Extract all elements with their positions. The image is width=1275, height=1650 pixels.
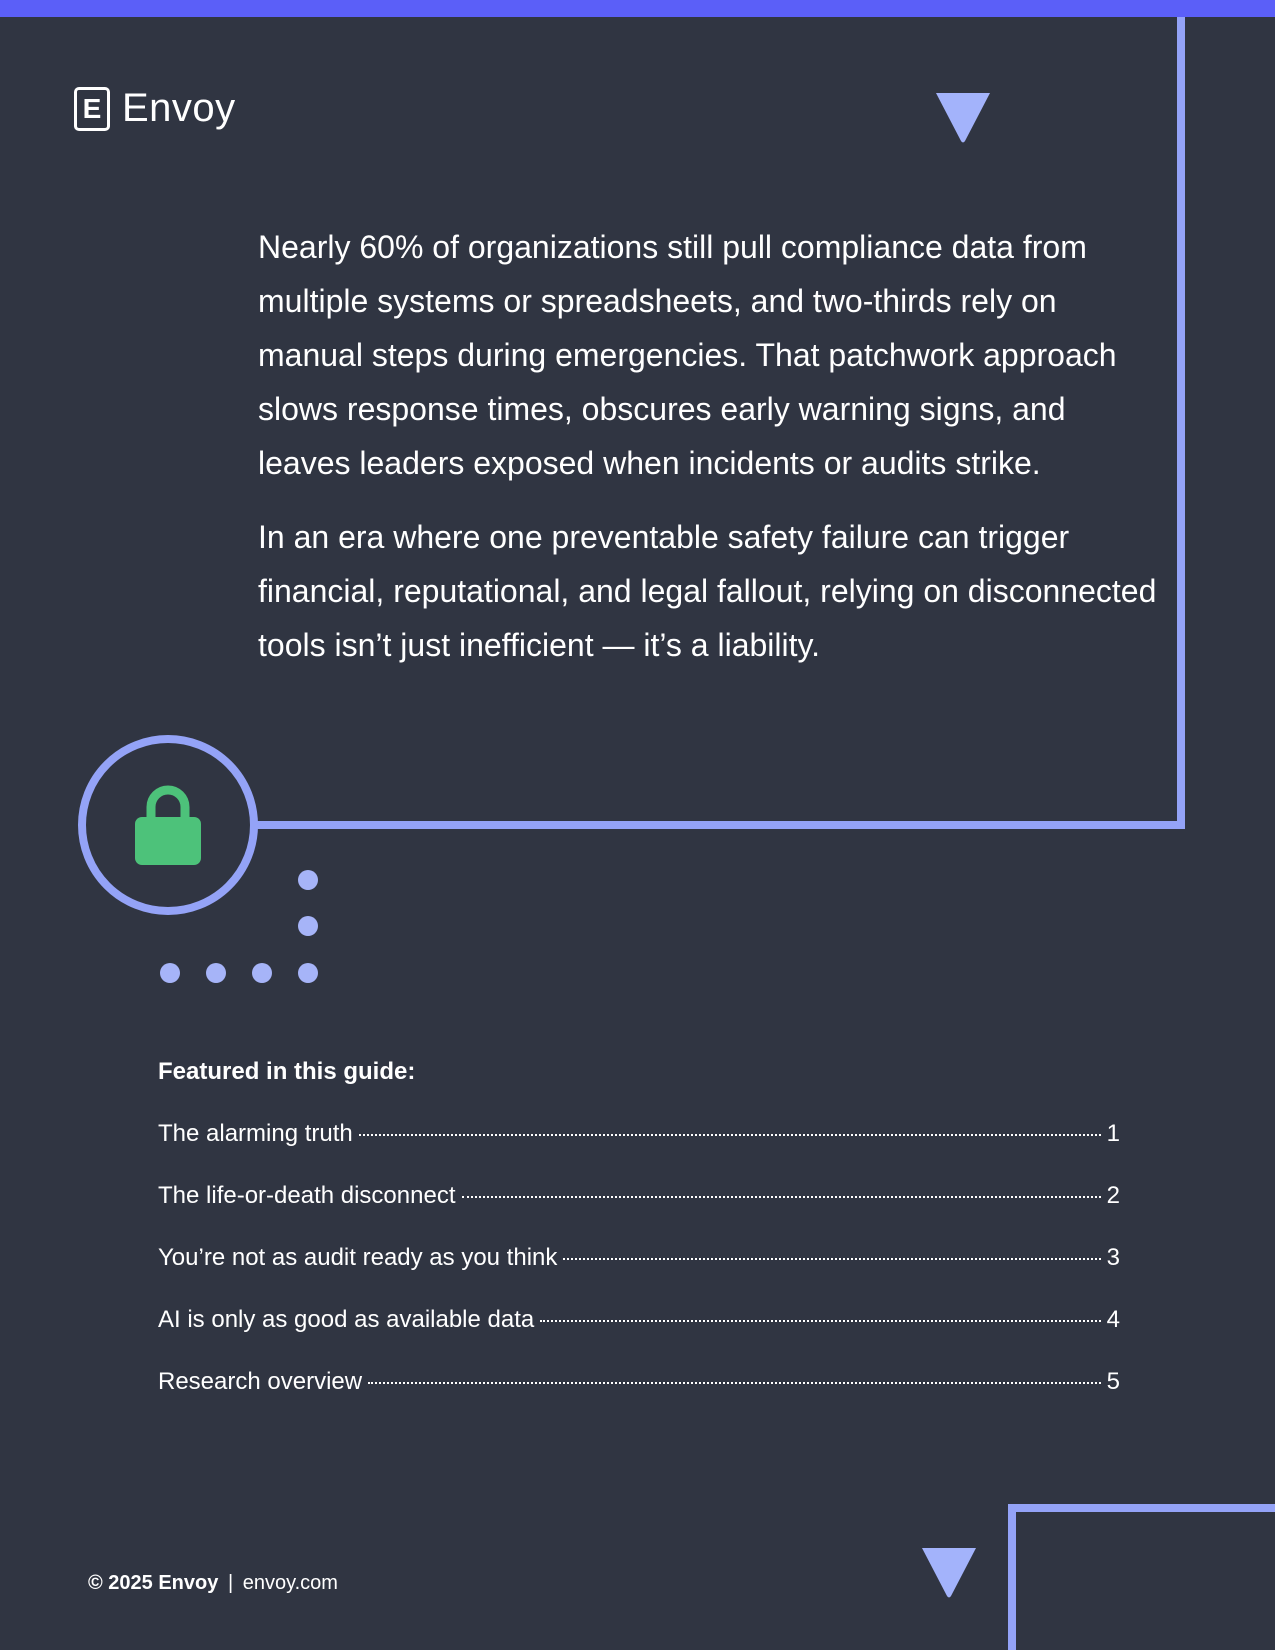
decorative-dot bbox=[160, 963, 180, 983]
decorative-dot bbox=[298, 916, 318, 936]
toc-dot-leader bbox=[540, 1320, 1100, 1322]
table-of-contents bbox=[158, 1120, 1120, 1430]
intro-paragraph-2: In an era where one preventable safety failure can trigger financial, reputational, and legal fallout, relying on disconnected tools isn’t just inefficient — it’s a liability. bbox=[258, 519, 1157, 663]
envoy-logo-icon: E bbox=[74, 87, 110, 131]
lock-icon bbox=[133, 783, 203, 867]
toc-heading: Featured in this guide: bbox=[158, 1058, 416, 1085]
toc-item-page: 1 bbox=[1106, 1120, 1120, 1147]
toc-item[interactable] bbox=[158, 1368, 1120, 1430]
toc-dot-leader bbox=[359, 1134, 1101, 1136]
corner-frame-left-border bbox=[1008, 1504, 1016, 1650]
toc-item-title: The alarming truth bbox=[158, 1120, 353, 1147]
toc-item-title: The life-or-death disconnect bbox=[158, 1182, 456, 1209]
top-accent-bar bbox=[0, 0, 1275, 17]
toc-dot-leader bbox=[563, 1258, 1100, 1260]
decorative-dot bbox=[298, 963, 318, 983]
brand-name: Envoy bbox=[122, 86, 236, 130]
corner-frame-top-border bbox=[1008, 1504, 1275, 1512]
lock-badge bbox=[78, 735, 258, 915]
toc-item-title: Research overview bbox=[158, 1368, 363, 1395]
footer-website-link[interactable]: envoy.com bbox=[242, 1572, 338, 1594]
frame-right-border bbox=[1177, 17, 1185, 829]
toc-item-page: 4 bbox=[1106, 1306, 1120, 1333]
footer bbox=[88, 1572, 338, 1595]
triangle-down-icon bbox=[918, 1544, 980, 1600]
toc-item[interactable] bbox=[158, 1244, 1120, 1306]
footer-separator: | bbox=[227, 1572, 234, 1594]
envoy-logo[interactable] bbox=[74, 86, 236, 131]
decorative-dot bbox=[206, 963, 226, 983]
footer-copyright: © 2025 Envoy bbox=[88, 1572, 219, 1594]
intro-text bbox=[258, 220, 1158, 692]
frame-bottom-border bbox=[240, 821, 1185, 829]
toc-item-title: You’re not as audit ready as you think bbox=[158, 1244, 558, 1271]
toc-item[interactable] bbox=[158, 1306, 1120, 1368]
toc-item-page: 2 bbox=[1106, 1182, 1120, 1209]
intro-paragraph-1: Nearly 60% of organizations still pull compliance data from multiple systems or spreadsheets, and two-thirds rely on manual steps during emergencies. That patchwork approach slows response times, obscures early warning signs, and leaves leaders exposed when incidents or audits strike. bbox=[258, 229, 1117, 481]
toc-item-page: 5 bbox=[1106, 1368, 1120, 1395]
toc-dot-leader bbox=[368, 1382, 1101, 1384]
toc-item[interactable] bbox=[158, 1182, 1120, 1244]
triangle-down-icon bbox=[932, 89, 994, 145]
decorative-dot bbox=[298, 870, 318, 890]
toc-item-page: 3 bbox=[1106, 1244, 1120, 1271]
toc-dot-leader bbox=[462, 1196, 1101, 1198]
toc-item[interactable] bbox=[158, 1120, 1120, 1182]
decorative-dot bbox=[252, 963, 272, 983]
toc-item-title: AI is only as good as available data bbox=[158, 1306, 535, 1333]
